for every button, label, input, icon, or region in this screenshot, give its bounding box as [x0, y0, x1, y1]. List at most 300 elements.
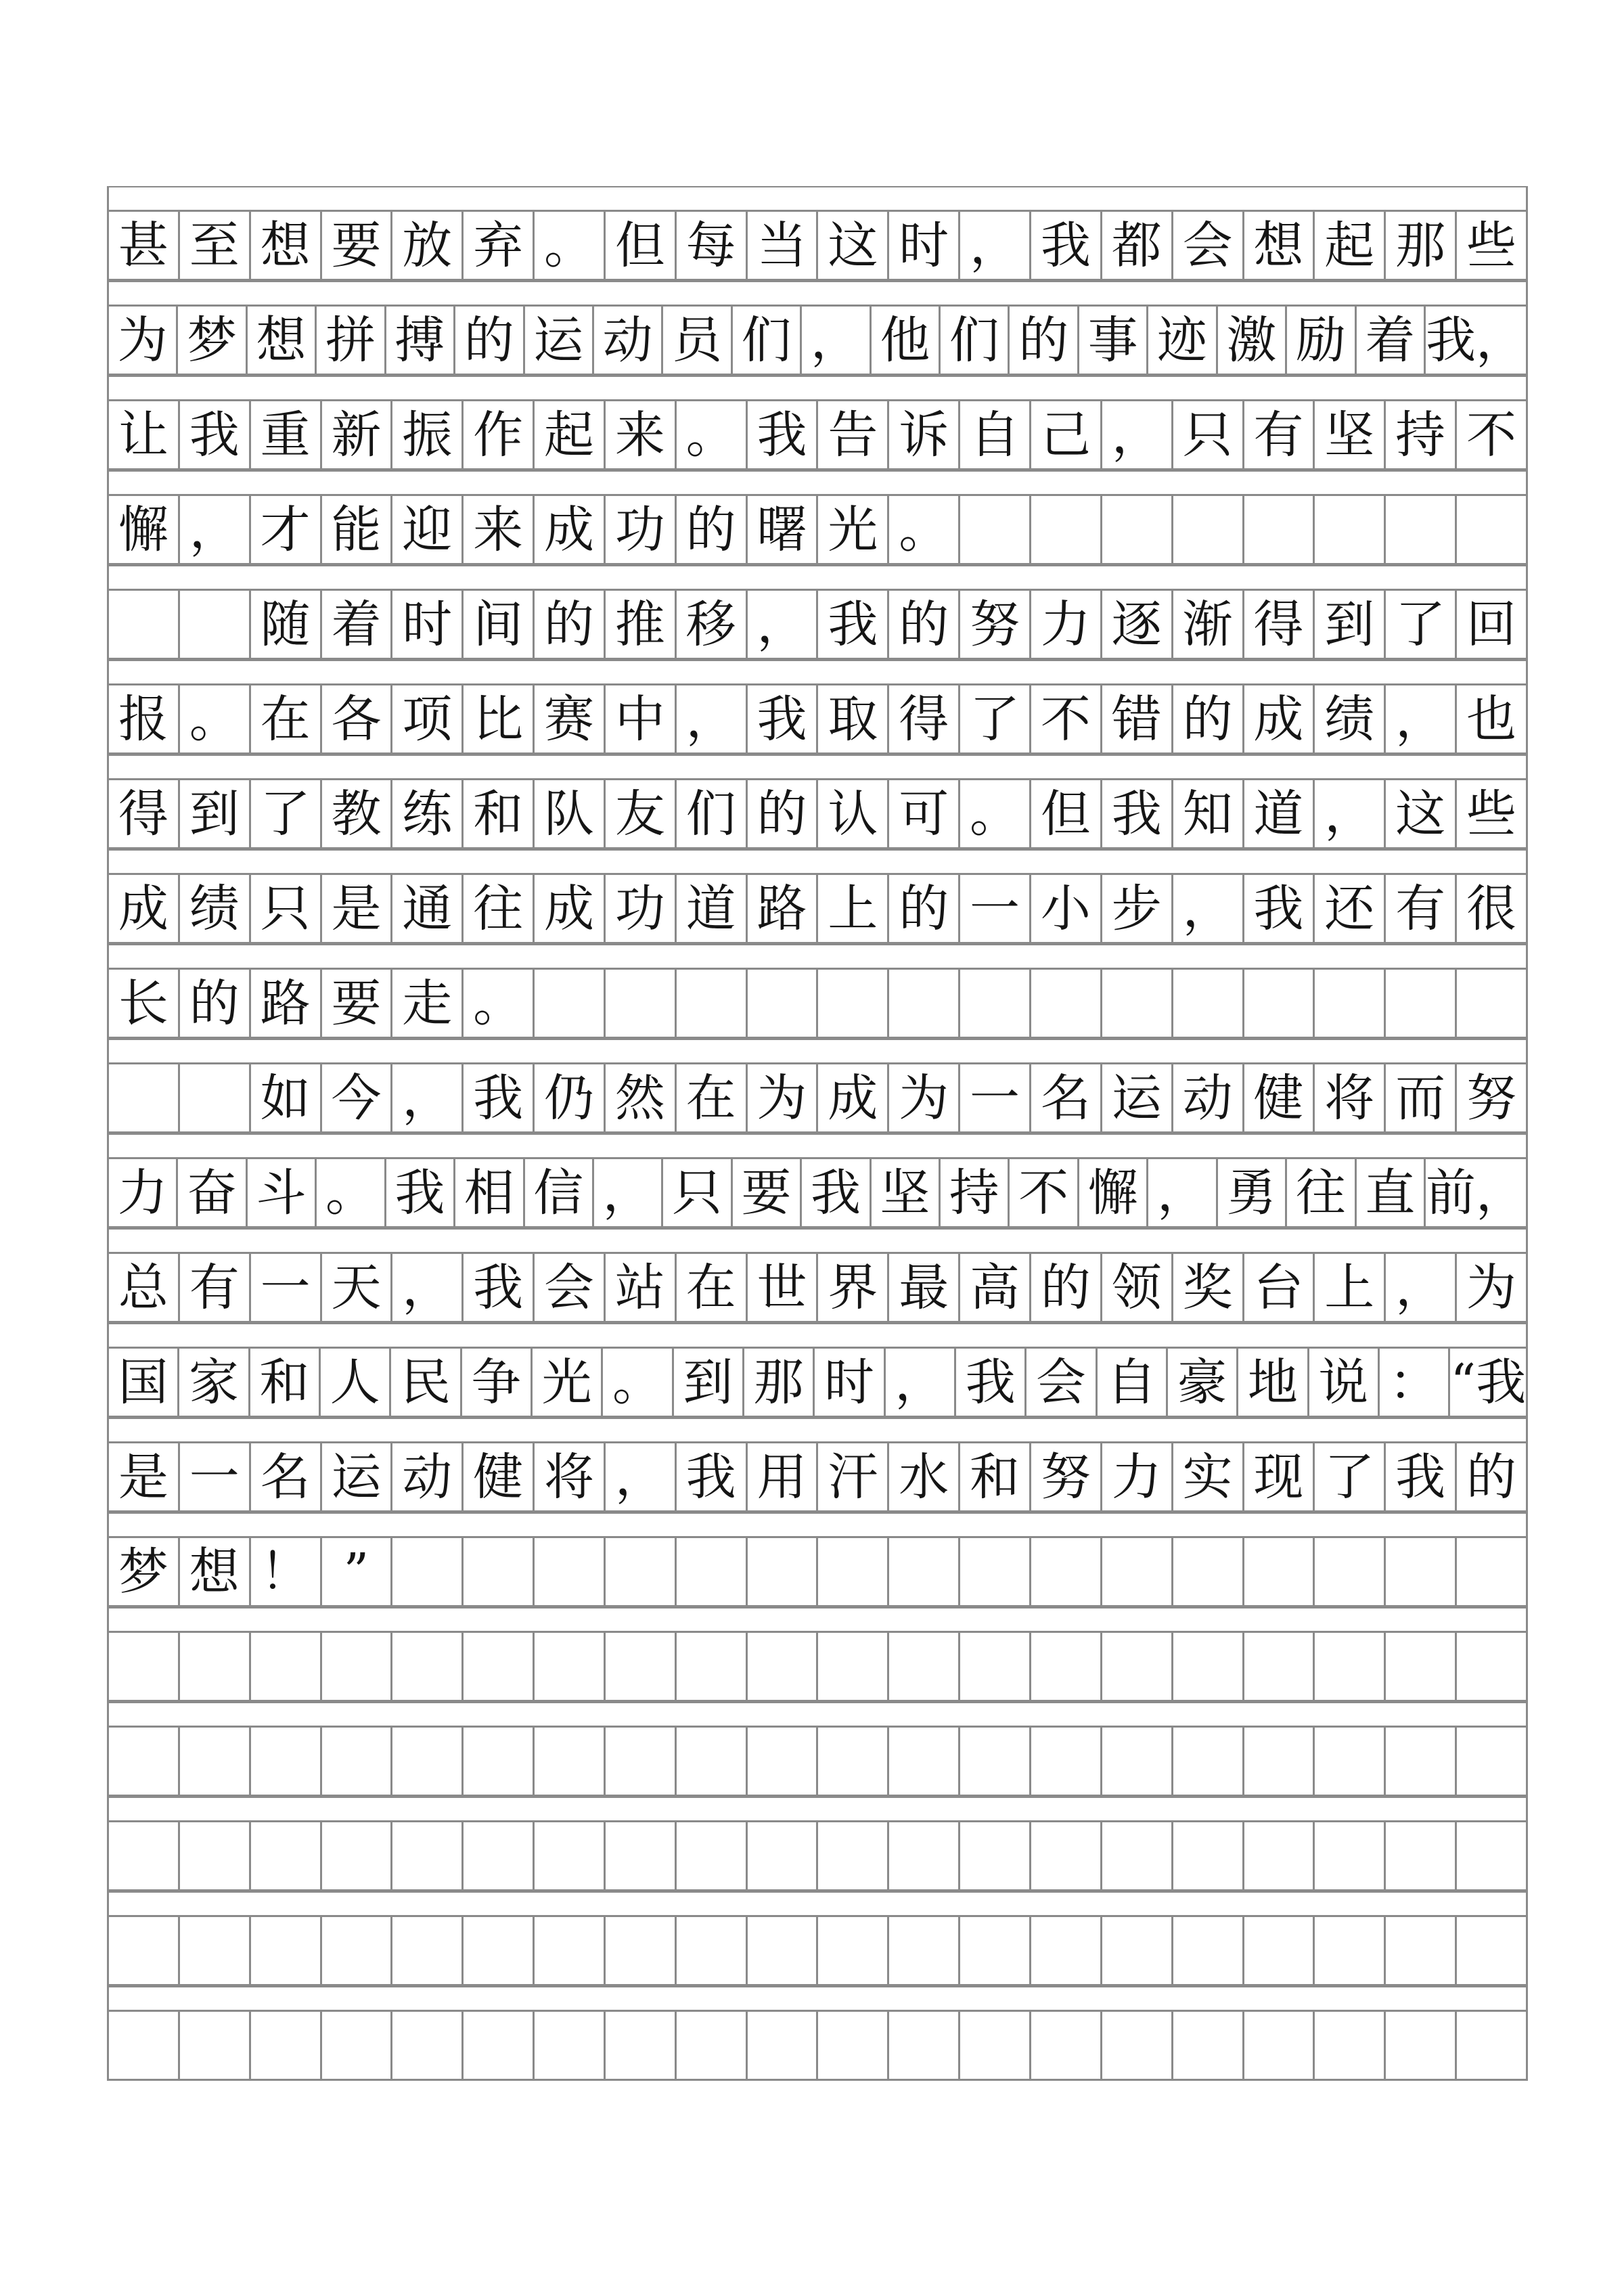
- grid-cell: [251, 1633, 322, 1700]
- grid-cell: [251, 1917, 322, 1984]
- grid-cell: 力: [1102, 1443, 1173, 1510]
- grid-cell: [1315, 1728, 1386, 1795]
- grid-cell: [818, 1633, 889, 1700]
- grid-cell: [251, 1728, 322, 1795]
- grid-cell: 努: [960, 591, 1031, 658]
- grid-cell: [1457, 1822, 1526, 1889]
- grid-cell: ，: [677, 685, 748, 752]
- grid-cell: 上: [818, 875, 889, 942]
- grid-cell: 让: [109, 401, 180, 468]
- grid-cell: [818, 1822, 889, 1889]
- grid-cell: [960, 1917, 1031, 1984]
- grid-cell: 我: [748, 685, 819, 752]
- grid-cell: [1173, 1728, 1244, 1795]
- grid-cell: 人: [321, 1349, 391, 1416]
- grid-cell: [677, 1917, 748, 1984]
- grid-cell: 为: [889, 1064, 960, 1131]
- grid-cell: [960, 1822, 1031, 1889]
- grid-cell: 我: [802, 1159, 871, 1226]
- grid-cell: 。: [317, 1159, 386, 1226]
- grid-cell: [1457, 1728, 1526, 1795]
- grid-cell: [1386, 2012, 1457, 2079]
- grid-cell: [1031, 1917, 1102, 1984]
- grid-cell: [1386, 1822, 1457, 1889]
- grid-cell: 的: [535, 591, 606, 658]
- grid-cell: 才: [251, 496, 322, 563]
- grid-cell: [251, 1822, 322, 1889]
- grid-cell: 渐: [1173, 591, 1244, 658]
- grid-cell: [1315, 2012, 1386, 2079]
- grid-cell: [1031, 1538, 1102, 1605]
- grid-cell: [1244, 496, 1315, 563]
- grid-cell: 赛: [535, 685, 606, 752]
- grid-cell: 时: [889, 212, 960, 279]
- grid-cell: 往: [1287, 1159, 1356, 1226]
- grid-cell: 我: [818, 591, 889, 658]
- grid-cell: 那: [744, 1349, 815, 1416]
- grid-cell: [1315, 1822, 1386, 1889]
- grid-cell: 仍: [535, 1064, 606, 1131]
- grid-cell: 了: [1386, 591, 1457, 658]
- grid-row: [109, 1820, 1526, 1891]
- grid-cell: [464, 1917, 535, 1984]
- grid-cell: 为: [1466, 1258, 1516, 1317]
- grid-cell: 迎: [392, 496, 464, 563]
- grid-cell: [1173, 496, 1244, 563]
- grid-cell: 走: [392, 970, 464, 1037]
- row-separator: [109, 1797, 1526, 1820]
- grid-cell: 项: [392, 685, 464, 752]
- grid-cell: [606, 1917, 677, 1984]
- grid-cell: 会: [1027, 1349, 1097, 1416]
- grid-cell: [1315, 1538, 1386, 1605]
- grid-cell: 前，: [1426, 1163, 1527, 1222]
- grid-cell: 激: [1218, 307, 1287, 374]
- grid-cell: [180, 1633, 251, 1700]
- grid-cell: 梦: [109, 1538, 180, 1605]
- grid-cell: 总: [109, 1254, 180, 1321]
- grid-cell: 我: [464, 1254, 535, 1321]
- grid-cell: 了: [1315, 1443, 1386, 1510]
- grid-cell: 奋: [178, 1159, 247, 1226]
- grid-cell: 想: [251, 212, 322, 279]
- grid-row: [109, 683, 1526, 755]
- grid-row: [109, 968, 1526, 1039]
- grid-cell: 拼: [317, 307, 386, 374]
- grid-row: [109, 589, 1526, 660]
- grid-cell: 中: [606, 685, 677, 752]
- grid-cell: [677, 970, 748, 1037]
- grid-cell: 争: [462, 1349, 533, 1416]
- grid-cell: 各: [322, 685, 393, 752]
- grid-cell: 时: [815, 1349, 885, 1416]
- grid-cell: 力: [1031, 591, 1102, 658]
- grid-cell: 坚: [872, 1159, 941, 1226]
- grid-cell: [606, 1822, 677, 1889]
- grid-cell: [1457, 2012, 1526, 2079]
- grid-cell: [1244, 970, 1315, 1037]
- grid-cell: [1386, 1917, 1457, 1984]
- row-separator: [109, 186, 1526, 210]
- grid-cell: 到: [1315, 591, 1386, 658]
- grid-cell: 事: [1079, 307, 1148, 374]
- grid-cell: 成: [1244, 685, 1315, 752]
- grid-cell: 在: [251, 685, 322, 752]
- grid-cell: 。: [960, 780, 1031, 847]
- grid-cell: 我: [748, 401, 819, 468]
- grid-cell: 懈: [1079, 1159, 1148, 1226]
- grid-cell: [1244, 1728, 1315, 1795]
- grid-cell: 了: [251, 780, 322, 847]
- grid-row: [109, 1726, 1526, 1797]
- grid-cell: [1244, 2012, 1315, 2079]
- grid-cell: [1102, 1728, 1173, 1795]
- grid-cell: 。: [677, 401, 748, 468]
- grid-cell: 持: [1386, 401, 1457, 468]
- grid-cell: 坚: [1315, 401, 1386, 468]
- grid-cell: [1386, 1538, 1457, 1605]
- grid-cell: [818, 970, 889, 1037]
- grid-cell: [464, 1538, 535, 1605]
- grid-cell: 功: [606, 875, 677, 942]
- grid-cell: 用: [748, 1443, 819, 1510]
- grid-cell: [818, 1917, 889, 1984]
- grid-cell: 持: [941, 1159, 1010, 1226]
- grid-cell: 。: [535, 212, 606, 279]
- grid-cell: [109, 1822, 180, 1889]
- grid-cell: [1244, 1633, 1315, 1700]
- grid-cell: 要: [733, 1159, 802, 1226]
- grid-cell: [535, 1633, 606, 1700]
- grid-cell: [180, 1064, 251, 1131]
- grid-cell: ，: [180, 496, 251, 563]
- grid-cell: 路: [251, 970, 322, 1037]
- grid-cell: [1244, 1822, 1315, 1889]
- grid-cell: 友: [606, 780, 677, 847]
- grid-row: [109, 873, 1526, 944]
- grid-cell: [1386, 1728, 1457, 1795]
- grid-cell: ，: [802, 307, 871, 374]
- grid-cell: 成: [818, 1064, 889, 1131]
- grid-cell: [1102, 1538, 1173, 1605]
- grid-cell: [1386, 496, 1457, 563]
- grid-cell: 最: [889, 1254, 960, 1321]
- grid-cell: 弃: [464, 212, 535, 279]
- row-separator: [109, 376, 1526, 399]
- grid-cell: 而: [1386, 1064, 1457, 1131]
- grid-cell: [1102, 970, 1173, 1037]
- grid-cell: [109, 1064, 180, 1131]
- grid-cell: 自: [960, 401, 1031, 468]
- grid-cell: 不: [1466, 405, 1516, 464]
- grid-cell: 逐: [1102, 591, 1173, 658]
- grid-cell: 会: [535, 1254, 606, 1321]
- grid-cell: [1386, 970, 1457, 1037]
- grid-cell: ，: [1102, 401, 1173, 468]
- grid-row: [109, 210, 1526, 281]
- grid-cell: [1173, 1633, 1244, 1700]
- grid-cell: ，: [1386, 1254, 1457, 1321]
- grid-cell: 作: [464, 401, 535, 468]
- grid-cell: ，: [886, 1349, 956, 1416]
- grid-cell: 告: [818, 401, 889, 468]
- grid-cell: 得: [1244, 591, 1315, 658]
- grid-cell: 斗: [248, 1159, 317, 1226]
- grid-cell: [960, 2012, 1031, 2079]
- grid-cell: [1031, 1728, 1102, 1795]
- grid-cell: 有: [1386, 875, 1457, 942]
- grid-cell: [889, 2012, 960, 2079]
- grid-cell: 报: [109, 685, 180, 752]
- grid-cell: ！: [251, 1538, 322, 1605]
- grid-cell: 那: [1386, 212, 1457, 279]
- grid-cell: 台: [1244, 1254, 1315, 1321]
- grid-cell: [535, 1538, 606, 1605]
- row-separator: [109, 1133, 1526, 1157]
- grid-cell: 奖: [1173, 1254, 1244, 1321]
- grid-cell: ，: [960, 212, 1031, 279]
- grid-cell: 和: [250, 1349, 321, 1416]
- grid-cell: [1173, 2012, 1244, 2079]
- row-separator: [109, 944, 1526, 968]
- grid-cell: [748, 2012, 819, 2079]
- grid-cell: 小: [1031, 875, 1102, 942]
- grid-cell: [535, 1822, 606, 1889]
- grid-cell: [251, 2012, 322, 2079]
- grid-cell: 梦: [178, 307, 247, 374]
- grid-cell: 自: [1098, 1349, 1168, 1416]
- grid-cell: [1031, 2012, 1102, 2079]
- grid-cell: 地: [1238, 1349, 1309, 1416]
- grid-cell: [1031, 1822, 1102, 1889]
- grid-cell: 迹: [1148, 307, 1217, 374]
- grid-cell: [748, 1633, 819, 1700]
- grid-cell: [1102, 496, 1173, 563]
- grid-cell: [889, 1538, 960, 1605]
- grid-cell: [109, 1917, 180, 1984]
- grid-cell: [677, 1633, 748, 1700]
- grid-cell: 绩: [180, 875, 251, 942]
- grid-cell: 的: [1173, 685, 1244, 752]
- grid-cell: ，: [606, 1443, 677, 1510]
- grid-cell: 曙: [748, 496, 819, 563]
- grid-cell: 一: [251, 1254, 322, 1321]
- grid-cell: [1315, 496, 1386, 563]
- grid-cell: [322, 1917, 393, 1984]
- grid-cell: 知: [1173, 780, 1244, 847]
- grid-cell: 当: [748, 212, 819, 279]
- grid-cell: [1457, 970, 1526, 1037]
- grid-cell: 道: [1244, 780, 1315, 847]
- row-separator: [109, 281, 1526, 305]
- grid-cell: 的: [748, 780, 819, 847]
- grid-cell: 会: [1173, 212, 1244, 279]
- grid-cell: 现: [1244, 1443, 1315, 1510]
- grid-cell: 和: [464, 780, 535, 847]
- grid-cell: [1244, 1917, 1315, 1984]
- grid-cell: 将: [535, 1443, 606, 1510]
- grid-row: [109, 494, 1526, 565]
- grid-cell: ，: [1315, 780, 1386, 847]
- grid-cell: [535, 970, 606, 1037]
- grid-cell: 些: [1466, 784, 1516, 843]
- grid-cell: 力: [109, 1159, 178, 1226]
- grid-cell: [1457, 1633, 1526, 1700]
- grid-cell: [180, 2012, 251, 2079]
- grid-cell: ，: [392, 1064, 464, 1131]
- grid-cell: 诉: [889, 401, 960, 468]
- grid-cell: 回: [1466, 595, 1516, 654]
- grid-cell: [392, 2012, 464, 2079]
- grid-row: [109, 1157, 1526, 1228]
- grid-cell: [322, 1633, 393, 1700]
- grid-cell: 这: [818, 212, 889, 279]
- grid-cell: [1102, 2012, 1173, 2079]
- row-separator: [109, 755, 1526, 778]
- grid-cell: 也: [1466, 690, 1516, 748]
- grid-cell: 名: [251, 1443, 322, 1510]
- grid-cell: [180, 1728, 251, 1795]
- grid-cell: [1244, 1538, 1315, 1605]
- grid-cell: 甚: [109, 212, 180, 279]
- grid-cell: [392, 1822, 464, 1889]
- grid-cell: 运: [525, 307, 594, 374]
- grid-cell: 间: [464, 591, 535, 658]
- grid-cell: 不: [1010, 1159, 1079, 1226]
- grid-cell: [109, 1728, 180, 1795]
- grid-row: [109, 1631, 1526, 1702]
- grid-cell: 一: [180, 1443, 251, 1510]
- grid-cell: 励: [1287, 307, 1356, 374]
- grid-cell: 都: [1102, 212, 1173, 279]
- grid-cell: 的: [889, 875, 960, 942]
- row-separator: [109, 1228, 1526, 1252]
- grid-cell: [1386, 1633, 1457, 1700]
- grid-cell: 努: [1466, 1068, 1516, 1127]
- grid-cell: 我，: [1426, 311, 1527, 369]
- grid-cell: 有: [1244, 401, 1315, 468]
- grid-cell: 起: [535, 401, 606, 468]
- grid-cell: 然: [606, 1064, 677, 1131]
- grid-cell: 们: [677, 780, 748, 847]
- grid-cell: [818, 1538, 889, 1605]
- grid-cell: 我: [1102, 780, 1173, 847]
- grid-cell: ，: [594, 1159, 663, 1226]
- grid-cell: 搏: [386, 307, 455, 374]
- grid-cell: 家: [179, 1349, 250, 1416]
- grid-cell: 振: [392, 401, 464, 468]
- grid-row: [109, 1062, 1526, 1133]
- row-separator: [109, 849, 1526, 873]
- grid-cell: 路: [748, 875, 819, 942]
- grid-cell: 懈: [109, 496, 180, 563]
- grid-cell: 汗: [818, 1443, 889, 1510]
- grid-cell: [535, 1917, 606, 1984]
- grid-cell: 运: [322, 1443, 393, 1510]
- grid-cell: 移: [677, 591, 748, 658]
- grid-row: [109, 1536, 1526, 1607]
- grid-cell: 每: [677, 212, 748, 279]
- grid-cell: 动: [594, 307, 663, 374]
- grid-cell: [1102, 1633, 1173, 1700]
- grid-cell: 如: [251, 1064, 322, 1131]
- grid-cell: 很: [1466, 879, 1516, 938]
- grid-cell: [748, 1822, 819, 1889]
- grid-cell: “我: [1450, 1353, 1527, 1412]
- grid-cell: [677, 1538, 748, 1605]
- grid-cell: [1315, 970, 1386, 1037]
- grid-cell: [748, 1538, 819, 1605]
- grid-cell: 豪: [1168, 1349, 1238, 1416]
- grid-cell: 练: [392, 780, 464, 847]
- grid-cell: 界: [818, 1254, 889, 1321]
- grid-cell: [677, 1822, 748, 1889]
- grid-cell: 健: [464, 1443, 535, 1510]
- grid-cell: [818, 2012, 889, 2079]
- grid-cell: 我: [180, 401, 251, 468]
- grid-cell: 往: [464, 875, 535, 942]
- grid-cell: [464, 1728, 535, 1795]
- grid-cell: 还: [1315, 875, 1386, 942]
- grid-cell: 到: [674, 1349, 744, 1416]
- grid-cell: [180, 591, 251, 658]
- grid-cell: 通: [392, 875, 464, 942]
- grid-cell: 实: [1173, 1443, 1244, 1510]
- grid-cell: 想: [180, 1538, 251, 1605]
- grid-cell: 绩: [1315, 685, 1386, 752]
- grid-cell: 着: [1357, 307, 1426, 374]
- grid-cell: [109, 591, 180, 658]
- grid-cell: 的: [1010, 307, 1079, 374]
- grid-cell: [1315, 1917, 1386, 1984]
- grid-cell: 得: [109, 780, 180, 847]
- grid-cell: 们: [733, 307, 802, 374]
- grid-cell: 信: [525, 1159, 594, 1226]
- grid-cell: [748, 970, 819, 1037]
- grid-cell: 想: [248, 307, 317, 374]
- grid-cell: 上: [1315, 1254, 1386, 1321]
- grid-cell: 只: [663, 1159, 732, 1226]
- grid-cell: [1315, 1633, 1386, 1700]
- grid-cell: 但: [606, 212, 677, 279]
- grid-cell: [1031, 496, 1102, 563]
- row-separator: [109, 1039, 1526, 1062]
- grid-cell: 至: [180, 212, 251, 279]
- grid-cell: 得: [889, 685, 960, 752]
- grid-cell: 可: [889, 780, 960, 847]
- row-separator: [109, 1891, 1526, 1915]
- grid-cell: 高: [960, 1254, 1031, 1321]
- grid-cell: ，: [1148, 1159, 1217, 1226]
- row-separator: [109, 470, 1526, 494]
- grid-cell: 时: [392, 591, 464, 658]
- grid-cell: [1102, 1822, 1173, 1889]
- row-separator: [109, 660, 1526, 683]
- grid-cell: 领: [1102, 1254, 1173, 1321]
- grid-cell: 动: [392, 1443, 464, 1510]
- grid-cell: 我: [1386, 1443, 1457, 1510]
- grid-cell: 的: [1466, 1447, 1516, 1506]
- grid-cell: 认: [818, 780, 889, 847]
- grid-row: [109, 2010, 1526, 2081]
- grid-cell: 起: [1315, 212, 1386, 279]
- grid-cell: 直: [1357, 1159, 1426, 1226]
- grid-cell: [960, 496, 1031, 563]
- grid-cell: [392, 1633, 464, 1700]
- grid-cell: 成: [535, 496, 606, 563]
- grid-cell: 一: [960, 875, 1031, 942]
- grid-cell: 是: [109, 1443, 180, 1510]
